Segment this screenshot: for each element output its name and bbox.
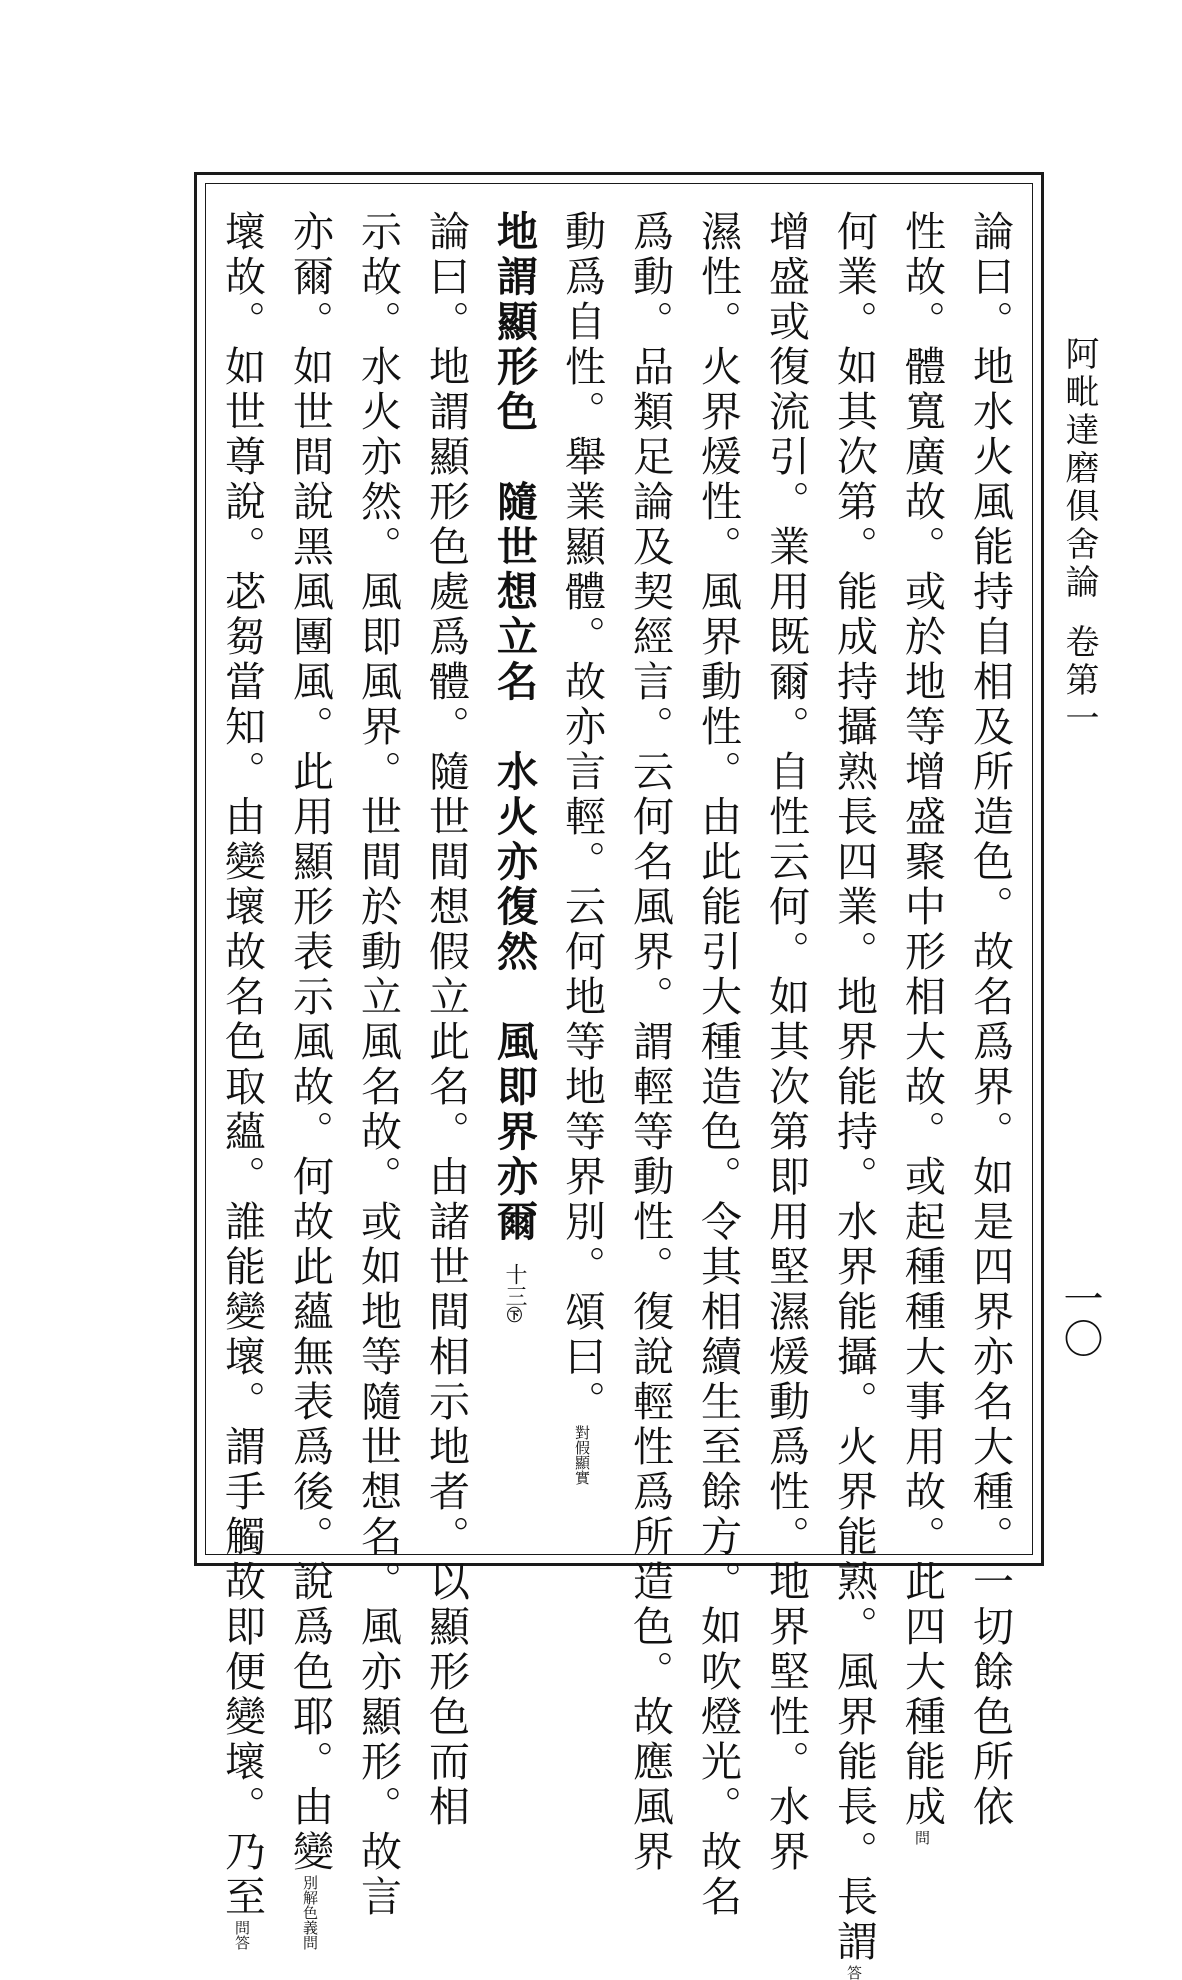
text-column: 性故。體寬廣故。或於地等增盛聚中形相大故。或起種種大事用故。此四大種能成問 [888,210,956,1530]
interlinear-note: 問 [233,1920,251,1935]
text-column: 爲動。品類足論及契經言。云何名風界。謂輕等動性。復說輕性爲所造色。故應風界 [626,210,674,1875]
text-column: 增盛或復流引。業用既爾。自性云何。如其次第即用堅濕煖動爲性。地界堅性。水界 [762,210,810,1875]
text-column: 動爲自性。舉業顯體。故亦言輕。云何地等地等界別。頌曰。對假顯實 [548,210,616,1530]
page-number: 一〇 [1057,1278,1103,1358]
text-column: 何業。如其次第。能成持攝熟長四業。地界能持。水界能攝。火界能熟。風界能長。長謂答 [820,210,888,1530]
page-border [194,172,1044,1980]
scripture-text [218,210,1024,1980]
text-column: 論曰。地水火風能持自相及所造色。故名爲界。如是四界亦名大種。一切餘色所依 [966,210,1014,1830]
running-head [1055,336,1104,738]
text-column: 壞故。如世尊說。苾芻當知。由變壞故名色取蘊。誰能變壞。謂手觸故即便變壞。乃至問答 [208,210,276,1530]
interlinear-note: 別解色義 [301,1875,319,1935]
interlinear-note: 問 [301,1935,319,1950]
verse-number: 十三 [502,1263,527,1308]
interlinear-note: 對假顯實 [573,1425,591,1485]
text-column: 亦爾。如世間說黑風團風。此用顯形表示風故。何故此蘊無表爲後。說爲色耶。由變別解色義問 [276,210,344,1530]
text-column: 論曰。地謂顯形色處爲體。隨世間想假立此名。由諸世間相示地者。以顯形色而相 [422,210,470,1830]
book-title: 阿毗達磨俱舍論 [1059,336,1099,602]
text-column: 示故。水火亦然。風即風界。世間於動立風名故。或如地等隨世想名。風亦顯形。故言 [354,210,402,1920]
interlinear-note: 答 [233,1935,251,1950]
volume-label: 卷第一 [1059,624,1099,738]
text-column: 濕性。火界煖性。風界動性。由此能引大種造色。令其相續生至餘方。如吹燈光。故名 [694,210,742,1920]
interlinear-note: 答 [845,1965,863,1980]
page-inner-border [205,183,1033,1980]
verse-marker: ㊦ [505,1307,523,1323]
interlinear-note: 問 [913,1830,931,1845]
verse-column [480,210,548,1530]
verse-text: 地謂顯形色 隨世想立名 水火亦復然 風即界亦爾 [490,210,538,1245]
